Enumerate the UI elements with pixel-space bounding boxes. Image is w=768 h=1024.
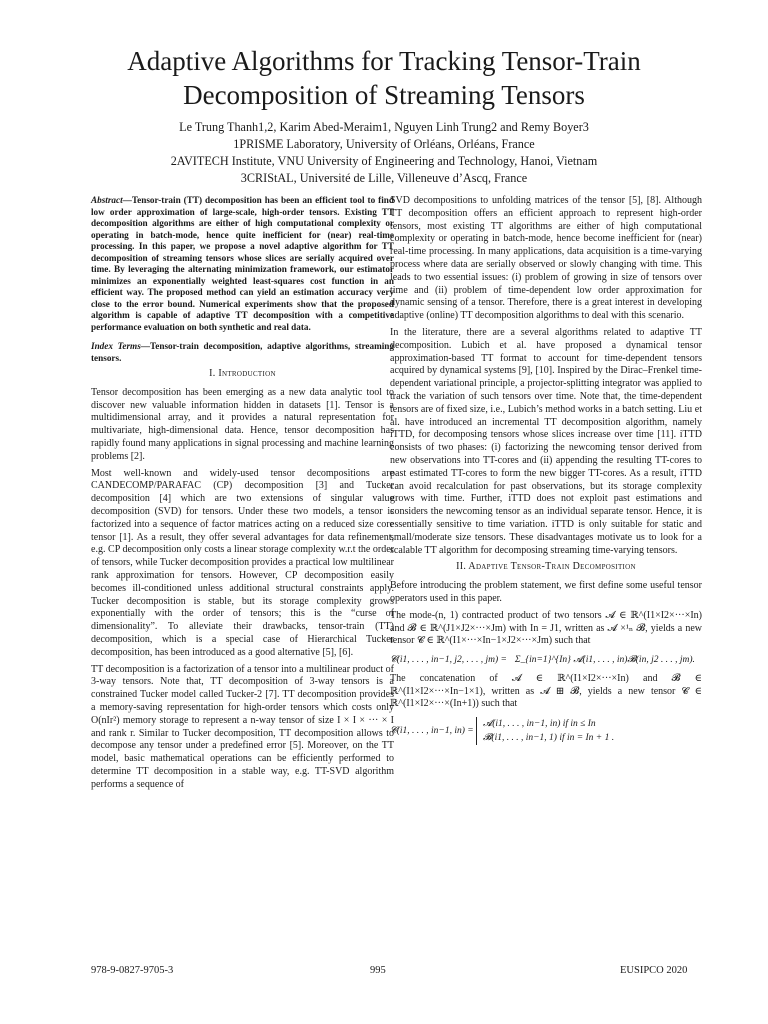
abstract-label: Abstract	[91, 195, 123, 205]
right-column	[390, 195, 702, 751]
title-line-1: Adaptive Algorithms for Tracking Tensor-Train	[127, 46, 641, 76]
index-terms-text: —Tensor-train decomposition, adaptive algorithms, streaming tensors.	[91, 341, 395, 363]
footer-isbn: 978-9-0827-9705-3	[91, 965, 174, 976]
left-column	[91, 195, 394, 796]
affiliation-3: 3CRIStAL, Université de Lille, Villeneuve d’Ascq, France	[240, 171, 528, 185]
abstract	[91, 195, 394, 333]
affiliation-1: 1PRISME Laboratory, University of Orléans, Orléans, France	[233, 137, 535, 151]
equation-1-rhs: Σ_{in=1}^{In} 𝓐(i1, . . . , in)𝓑(in, j2 . . . , jm).	[514, 655, 695, 666]
footer-page-number: 995	[370, 965, 386, 976]
intro-paragraph-5: In the literature, there are a several algorithms related to adaptive TT decomposition. Lubich et al. have proposed a dynamical tensor approximation-based TT format to account for time-dependent tensors acquired by dynamical systems [9], [10]. Inspired by the Dirac–Frenkel time-dependent variational principle, a projector-splitting integrator was applied to track the variation of such tensors over time. Note that, the time-dependent tensors are of fixed size, i.e., Lubich’s method works in a batch setting. Liu et al. have introduced an incremental TT decomposition algorithm, namely iTTD, for decomposing tensors whose slices increase over time [11]. iTTD consists of two phases: (i) factorizing the newcoming tensor derived from new observations into TT-cores and (ii) appending the resulting TT-cores to past estimated TT-cores to form the new bigger TT-cores. As a result, iTTD can avoid recalculation for past observations, but its storage complexity grows with time. Further, iTTD does not exploit past estimations and considers the newcoming tensor as an individual separate tensor. Hence, it is essentially sensitive to time variation. iTTD is only suitable for static and small/moderate size tensors. These disadvantages motivate us to look for a scalable TT algorithm for decomposing streaming time-varying tensors.	[390, 326, 702, 556]
affiliation-2: 2AVITECH Institute, VNU University of Engineering and Technology, Hanoi, Vietnam	[170, 154, 598, 168]
abstract-text: —Tensor-train (TT) decomposition has been an efficient tool to find low order approximation of large-scale, high-order tensors. Existing TT decomposition algorithms are either of high computational complexity or operating in batch-mode, hence quite inefficient for (near) real-time processing. In this paper, we propose a novel adaptive algorithm for TT decomposition of streaming tensors whose slices are serially acquired over time. By leveraging the alternating minimization framework, our estimator minimizes an exponentially weighted least-squares cost function in an efficient way. The proposed method can yield an estimation accuracy very close to the error bound. Numerical experiments show that the proposed algorithm is capable of adaptive TT decomposition with a competitive performance evaluation on both synthetic and real data.	[91, 195, 394, 332]
index-terms-label: Index Terms	[91, 341, 141, 351]
intro-paragraph-2: Most well-known and widely-used tensor decompositions are CANDECOMP/PARAFAC (CP) decomposition [3] and Tucker decomposition [4] which are two extensions of singular value decomposition (SVD) for tensors. Under these two models, a tensor is factorized into a sequence of factor matrices acting on a reduced size core tensor [1]. As a result, they offer several advantages for data refinement, e.g. CP decomposition only costs a linear storage complexity w.r.t the order of tensors, while Tucker decomposition provides a practical low multilinear rank approximation for tensors. However, CP decomposition easily becomes ill-conditioned unless additional structural constraints apply. Tucker decomposition is stable, but its storage complexity grows exponentially with the order of tensors; this is the “curse of dimensionality”. To alleviate their drawbacks, tensor-train (TT) decomposition, which is a special case of Hierarchical Tucker decomposition, has been introduced as a good alternative [5], [6].	[91, 467, 394, 658]
intro-paragraph-1: Tensor decomposition has been emerging as a new data analytic tool to discover new valuable information hidden in datasets [1]. Tensor is a multidimensional array, and it provides a natural representation for multivariate, high-dimensional data. Hence, tensor decomposition has rapidly found many applications in signal processing and machine learning problems [2].	[91, 386, 394, 462]
equation-1-lhs: 𝓒(i1, . . . , in−1, j2, . . . , jm) =	[390, 655, 507, 666]
paper-title	[40, 44, 728, 112]
section2-paragraph-1: Before introducing the problem statement, we first define some useful tensor operators used in this paper.	[390, 580, 702, 604]
intro-paragraph-3: TT decomposition is a factorization of a tensor into a multilinear product of 3-way tensors. Note that, TT decomposition of 3-way tensors is a constrained Tucker model called Tucker-2 [7]. TT decomposition provides a memory-saving representation for high-order tensors which costs only O(nIr²) memory storage to represent a n-way tensor of size I × I × ··· × I and rank r. Similar to Tucker decomposition, TT decomposition allows to decompose any tensor under a predefined error [5]. Moreover, on the TT model, basic mathematical operations can be efficiently performed to determine TT decomposition in a stable way, e.g. TT-SVD algorithm performs a sequence of	[91, 663, 394, 790]
index-terms	[91, 341, 394, 364]
section2-paragraph-2: The mode-(n, 1) contracted product of two tensors 𝓐 ∈ ℝ^(I1×I2×···×In) and 𝓑 ∈ ℝ^(J1×J2×···×Jm) with In = J1, written as 𝓐 ×¹ₙ 𝓑, yields a new tensor 𝓒 ∈ ℝ^(I1×···×In−1×J2×···×Jm) such that	[390, 609, 702, 647]
footer-venue: EUSIPCO 2020	[620, 965, 688, 976]
equation-2-case-2: 𝓑(i1, . . . , in−1, 1) if in = In + 1 .	[483, 733, 615, 744]
equation-contracted-product	[390, 654, 702, 667]
section-heading-adaptive-tt: II. Adaptive Tensor-Train Decomposition	[456, 561, 636, 573]
author-block	[40, 119, 728, 187]
intro-paragraph-4: SVD decompositions to unfolding matrices of the tensor [5], [8]. Although TT decomposition offers an efficient approach to represent high-order tensors, most existing TT algorithms are either of high computational complexity or operating in batch-mode, hence become inefficient for (near) real-time processing. In many applications, data acquisition is a time-varying process where data are serially observed or slowly changing with time. This leads to two essential issues: (i) problem of growing in size of tensors over time and (ii) problem of time-dependent low order approximation for dynamic sensing of a tensor. Therefore, there is a great interest in developing adaptive (online) TT decomposition algorithms to deal with this scenario.	[390, 195, 702, 322]
equation-concatenation	[390, 717, 702, 745]
equation-2-case-1: 𝓐(i1, . . . , in−1, in) if in ≤ In	[483, 719, 596, 730]
section2-paragraph-3: The concatenation of 𝓐 ∈ ℝ^(I1×I2×···×In) and 𝓑 ∈ ℝ^(I1×I2×···×In−1×1), written as 𝓐 ⊞ 𝓑, yields a new tensor 𝓒 ∈ ℝ^(I1×I2×···×(In+1)) such that	[390, 672, 702, 710]
section-heading-introduction: I. Introduction	[209, 368, 276, 379]
equation-2-cases	[476, 717, 614, 745]
author-names: Le Trung Thanh1,2, Karim Abed-Meraim1, Nguyen Linh Trung2 and Remy Boyer3	[179, 120, 589, 134]
title-line-2: Decomposition of Streaming Tensors	[183, 80, 585, 110]
equation-2-lhs: 𝓒(i1, . . . , in−1, in) =	[390, 726, 474, 737]
